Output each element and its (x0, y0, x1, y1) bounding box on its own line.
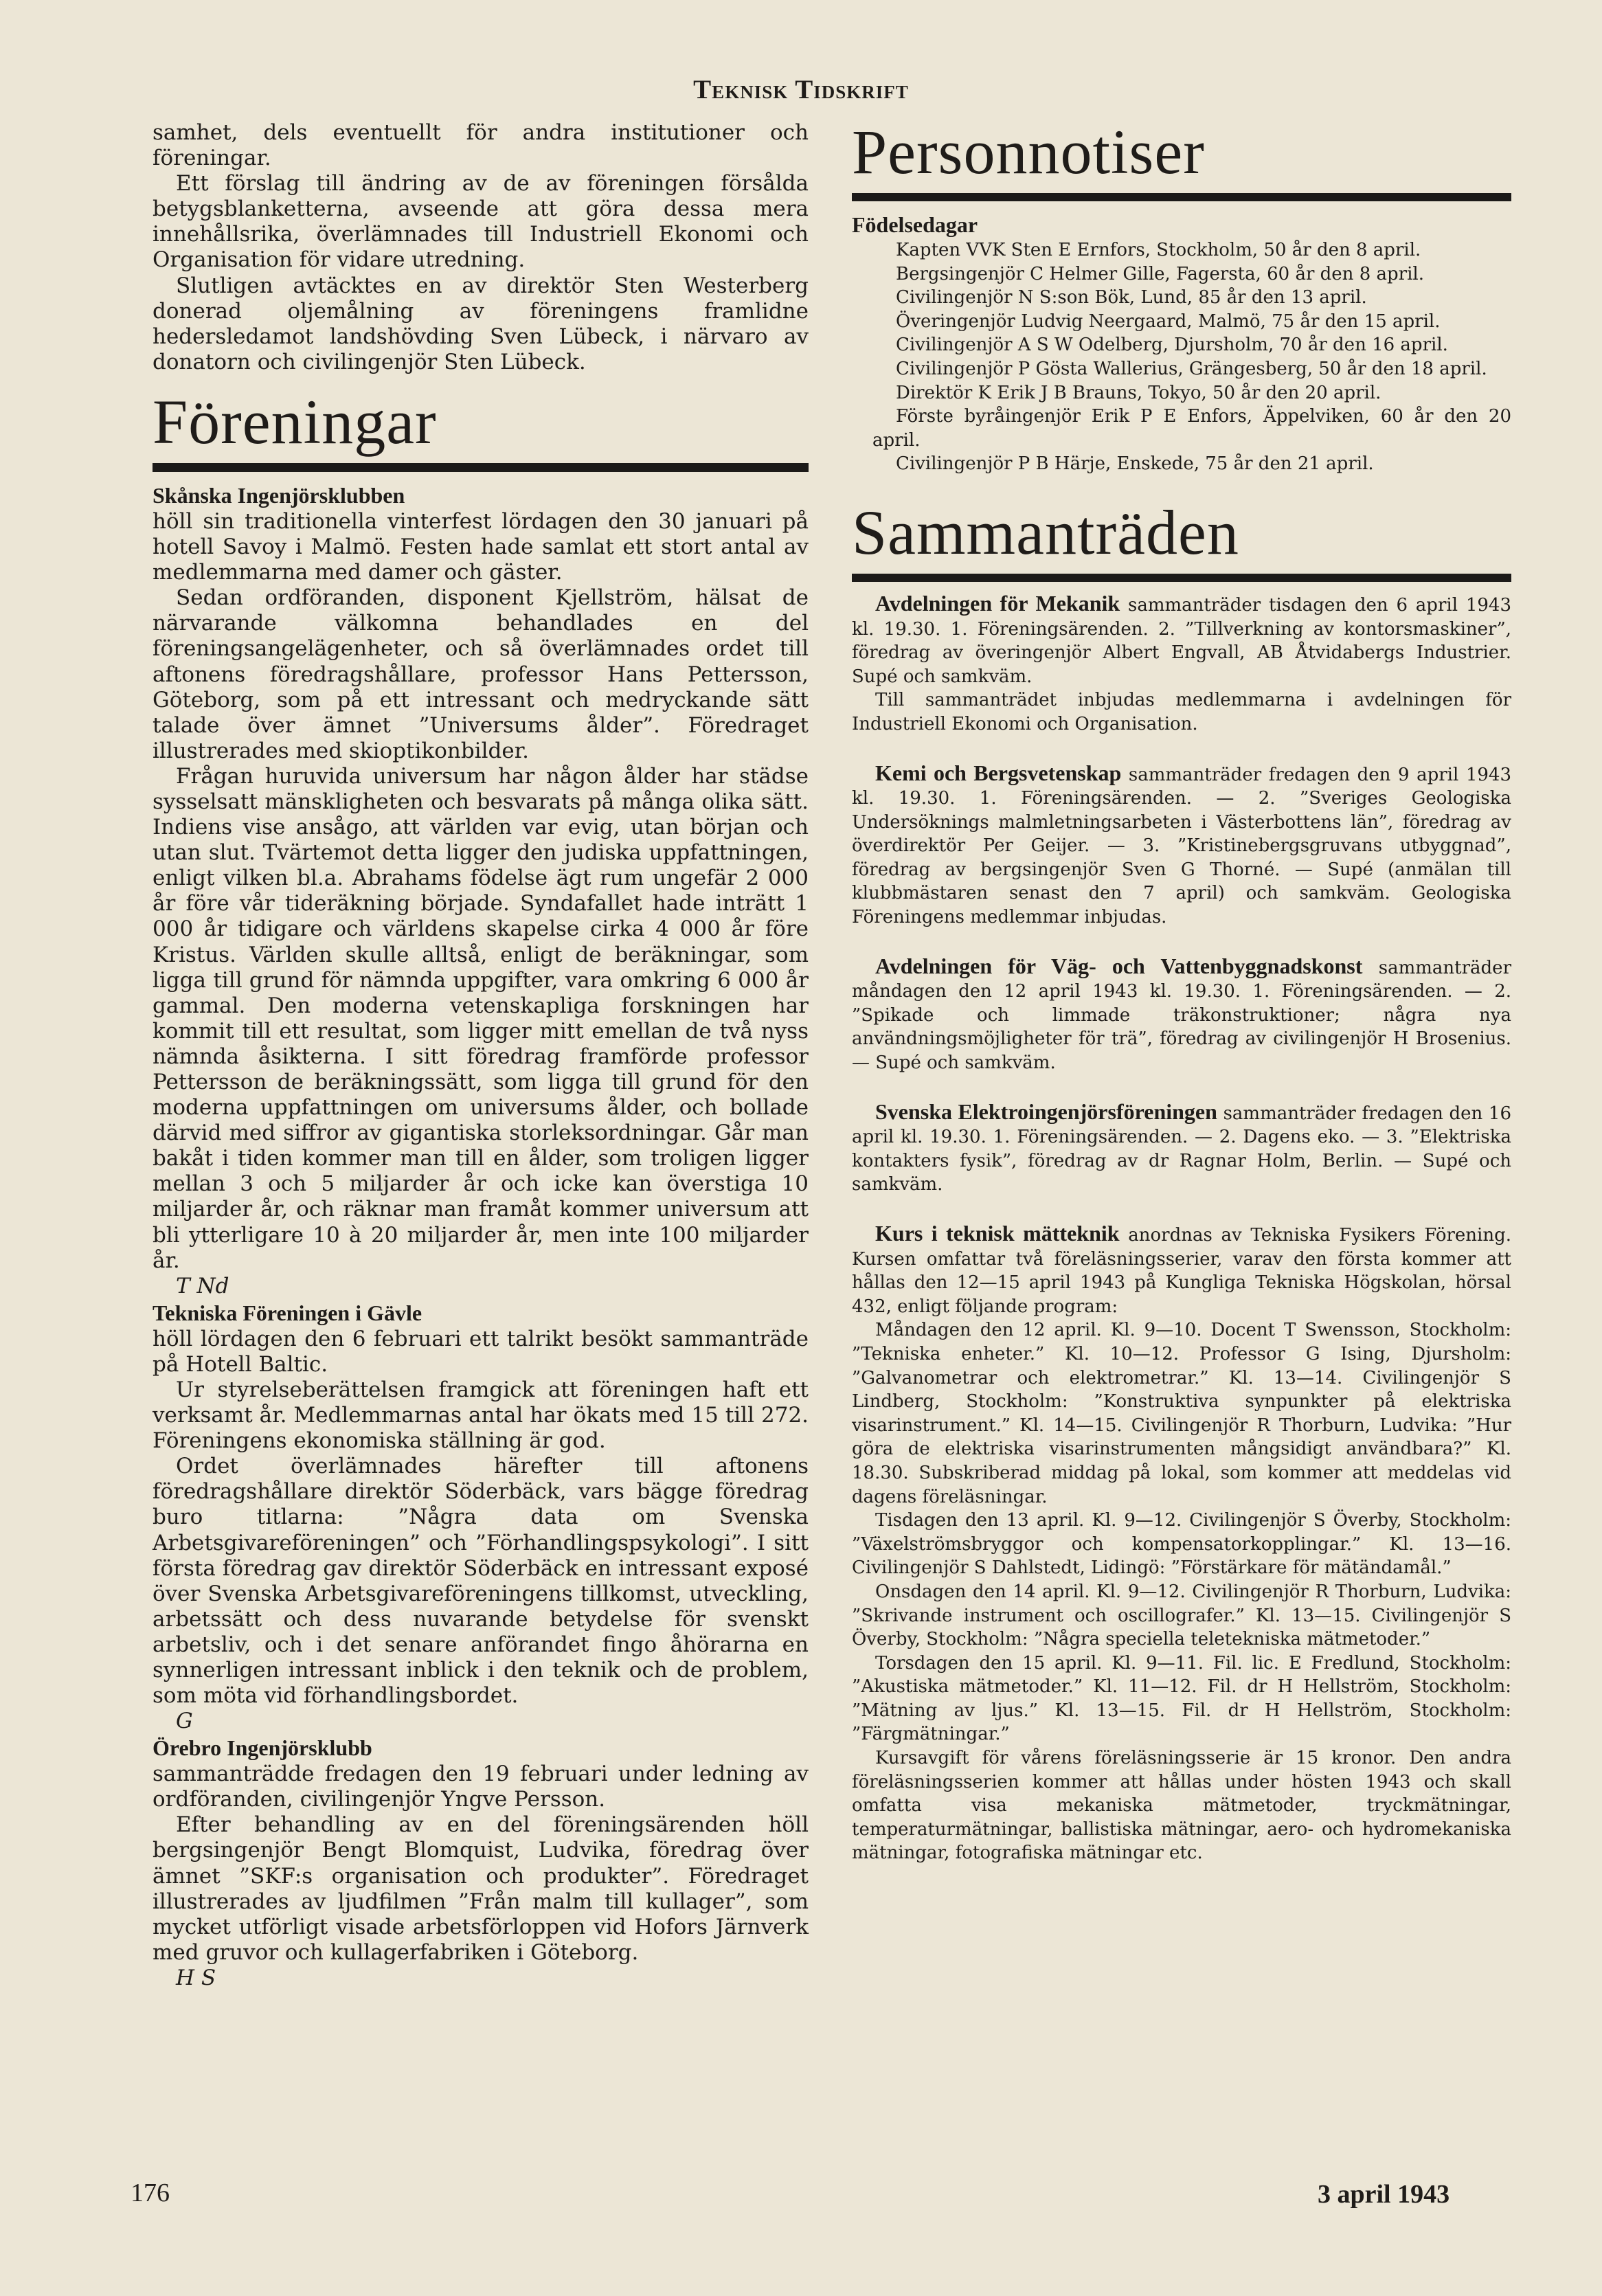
article-paragraph: Ur styrelseberättelsen framgick att föreningen haft ett verksamt år. Medlemmarnas antal har ökats med 15 till 272. Föreningens ekonomiska ställning är god. (153, 1377, 809, 1454)
article-paragraph: höll lördagen den 6 februari ett talrikt besökt sammanträde på Hotell Baltic. (153, 1326, 809, 1377)
birthday-entry: Civilingenjör P Gösta Wallerius, Grängesberg, 50 år den 18 april. (896, 358, 1487, 379)
birthday-entry: Civilingenjör N S:son Bök, Lund, 85 år den 13 april. (896, 287, 1367, 308)
section-rule (153, 463, 809, 472)
meeting-org: Kurs i teknisk mätteknik (875, 1221, 1120, 1246)
section-rule (852, 193, 1511, 201)
article-paragraph: Sedan ordföranden, disponent Kjellström, hälsat de närvarande välkomna behandlades en del föreningsangelägenheter, och så överlämnades ordet till aftonens föredragshållare, professor Hans Pettersson, Göteborg, som på ett intressant och medryckande sätt talade över ämnet ”Universums ålder”. Föredraget illustrerades med skioptikonbilder. (153, 585, 809, 763)
meeting-text: anordnas av Tekniska Fysikers Förening. Kursen omfattar två föreläsningsserier, varav den första kommer att hållas den 12—15 april 1943 på Kungliga Tekniska Högskolan, hörsal 432, enligt följande program: (852, 1225, 1512, 1317)
meeting-org: Svenska Elektroingenjörsföreningen (875, 1099, 1217, 1124)
course-day: Onsdagen den 14 april. Kl. 9—12. Civilingenjör R Thorburn, Ludvika: ”Skrivande instrument och oscillografer.” Kl. 13—15. Civilingenjör S Överby, Stockholm: ”Några speciella teletekniska mätmetoder.” (852, 1581, 1511, 1650)
issue-date: 3 april 1943 (1318, 2180, 1450, 2209)
birthdays-heading: Födelsedagar (852, 212, 978, 237)
meeting-org: Kemi och Bergsvetenskap (875, 760, 1122, 785)
birthday-entry: Kapten VVK Sten E Ernfors, Stockholm, 50 år den 8 april. (896, 240, 1421, 260)
meeting-org: Avdelningen för Väg- och Vattenbyggnadskonst (875, 953, 1363, 978)
page-number: 176 (131, 2179, 170, 2207)
birthday-entry: Civilingenjör P B Härje, Enskede, 75 år den 21 april. (896, 453, 1374, 475)
article-paragraph: Ordet överlämnades härefter till aftonens föredragshållare direktör Söderbäck, vars bägge föredrag buro titlarna: ”Några data om Svenska Arbetsgivareföreningen” och ”Förhandlingspsykologi”. I sitt första föredrag gav direktör Söderbäck en intressant exposé över Svenska Arbetsgivareföreningens tillkomst, utveckling, arbetssätt och dess nuvarande betydelse för svenskt arbetsliv, och i det senare anförandet fingo åhörarna en synnerligen intressant inblick i den teknik och de problem, som möta vid förhandlingsbordet. (153, 1454, 809, 1709)
article-paragraph: höll sin traditionella vinterfest lördagen den 30 januari på hotell Savoy i Malmö. Festen hade samlat ett stort antal av medlemmarna med damer och gäster. (153, 508, 809, 585)
article-paragraph: Efter behandling av en del föreningsärenden höll bergsingenjör Bengt Blomquist, Ludvika, föredrag över ämnet ”SKF:s organisation och produkter”. Föredraget illustrerades av ljudfilmen ”Från malm till kullager”, som mycket utförligt visade arbetsförloppen vid Hofors Järnverk med gruvor och kullagerfabriken i Göteborg. (153, 1812, 809, 1965)
club-heading-orebro: Örebro Ingenjörsklubb (153, 1735, 372, 1761)
author-signature: H S (176, 1965, 216, 1990)
intro-paragraph: samhet, dels eventuellt för andra institutioner och föreningar. (153, 120, 809, 171)
meeting-text: sammanträder fredagen den 16 april kl. 19.30. 1. Föreningsärenden. — 2. Dagens eko. — 3. ”Elektriska kontakters fysik”, föredrag av dr Ragnar Holm, Berlin. — Supé och samkväm. (852, 1103, 1511, 1195)
birthday-entry: Bergsingenjör C Helmer Gille, Fagersta, 60 år den 8 april. (896, 263, 1424, 284)
author-signature: G (176, 1709, 193, 1734)
course-fee: Kursavgift för vårens föreläsningsserie är 15 kronor. Den andra föreläsningsserien kommer att hållas under hösten 1943 och skall omfatta visa mekaniska mätmetoder, tryckmätningar, temperaturmätningar, ballistiska mätningar, aero- och hydromekaniska mätningar, fotografiska mätningar etc. (852, 1748, 1511, 1864)
course-day: Tisdagen den 13 april. Kl. 9—12. Civilingenjör S Överby, Stockholm: ”Växelströmsbryggor och kompensatorkopplingar.” Kl. 13—16. Civilingenjör S Dahlstedt, Lidingö: ”Förstärkare för mätändamål.” (852, 1510, 1511, 1579)
meeting-entry (852, 1222, 1511, 1318)
section-title-foreningar: Föreningar (153, 386, 437, 457)
course-day: Torsdagen den 15 april. Kl. 9—11. Fil. lic. E Fredlund, Stockholm: ”Akustiska mätmetoder.” Kl. 11—12. Fil. dr H Hellström, Stockholm: ”Mätning av ljus.” Kl. 13—15. Fil. dr H Hellström, Stockholm: ”Färgmätningar.” (852, 1652, 1511, 1745)
article-paragraph: sammanträdde fredagen den 19 februari under ledning av ordföranden, civilingenjör Yngve Persson. (153, 1762, 809, 1812)
section-title-personnotiser: Personnotiser (852, 117, 1205, 187)
section-rule (852, 574, 1511, 582)
article-paragraph: Frågan huruvida universum har någon ålder har städse sysselsatt mänskligheten och besvarats på många olika sätt. Indiens vise ansågo, att världen var evig, utan början och utan slut. Tvärtemot detta ligger den judiska uppfattningen, enligt vilken bl.a. Abrahams födelse ägt rum ungefär 2 000 år före vår tideräkning började. Syndafallet hade inträtt 1 000 år tidigare och världens skapelse cirka 4 000 år före Kristus. Världen skulle alltså, enligt de beräkningar, som ligga till grund för nämnda uppgifter, vara omkring 6 000 år gammal. Den moderna vetenskapliga forskningen har kommit till ett resultat, som ligger mitt emellan de två nyss nämnda åsikterna. I sitt föredrag framförde professor Pettersson de beräkningssätt, som ligga till grund för den moderna uppfattningen om universums ålder, och bollade därvid med siffror av gigantiska storleksordningar. Går man bakåt i tiden kommer man till en ålder, som troligen ligger mellan 3 och 5 miljarder år och icke kan överstiga 10 miljarder år, och räknar man framåt kommer universum att bli ytterligare 10 à 20 miljarder år, men inte 100 miljarder år. (153, 763, 809, 1273)
meeting-org: Avdelningen för Mekanik (875, 590, 1120, 616)
birthday-entry: Överingenjör Ludvig Neergaard, Malmö, 75 år den 15 april. (896, 311, 1441, 332)
intro-paragraph: Slutligen avtäcktes en av direktör Sten Westerberg donerad oljemålning av föreningens framlidne hedersledamot landshövding Sven Lübeck, i närvaro av donatorn och civilingenjör Sten Lübeck. (153, 273, 809, 374)
right-column (852, 117, 1512, 1865)
meeting-entry (852, 761, 1511, 930)
running-head: Teknisk Tidskrift (693, 75, 909, 104)
birthday-entry: Förste byråingenjör Erik P E Enfors, Äppelviken, 60 år den 20 april. (872, 406, 1511, 451)
course-day: Måndagen den 12 april. Kl. 9—10. Docent T Swensson, Stockholm: ”Tekniska enheter.” Kl. 10—12. Professor G Ising, Djursholm: ”Galvanometrar och elektrometrar.” Kl. 13—14. Civilingenjör S Lindberg, Stockholm: ”Konstruktiva synpunkter på elektriska visarinstrument.” Kl. 14—15. Civilingenjör R Thorburn, Ludvika: ”Hur göra de elektriska visarinstrumenten mångsidigt användbara?” Kl. 18.30. Subskriberad middag på lokal, som kommer att meddelas vid dagens föreläsningar. (852, 1320, 1511, 1507)
intro-paragraph: Ett förslag till ändring av de av föreningen försålda betygsblanketterna, avseende att göra dessa mera innehållsrika, överlämnades till Industriell Ekonomi och Organisation för vidare utredning. (153, 171, 809, 273)
author-signature: T Nd (176, 1273, 229, 1298)
meeting-entry (852, 954, 1511, 1075)
left-column (153, 120, 809, 1991)
club-heading-gavle: Tekniska Föreningen i Gävle (153, 1300, 422, 1325)
birthday-list (852, 238, 1511, 476)
meeting-entry (852, 592, 1511, 688)
birthday-entry: Direktör K Erik J B Brauns, Tokyo, 50 år den 20 april. (896, 382, 1381, 403)
section-title-sammantraden: Sammanträden (852, 497, 1239, 567)
meeting-text: sammanträder fredagen den 9 april 1943 kl. 19.30. 1. Föreningsärenden. — 2. ”Sveriges Geologiska Undersöknings malmletningsarbeten i Västerbottens län”, föredrag av överdirektör Per Geijer. — 3. ”Kristinebergsgruvans utbyggnad”, föredrag av bergsingenjör Sven G Thorné. — Supé (anmälan till klubbmästaren senast den 7 april) och samkväm. Geologiska Föreningens medlemmar inbjudas. (852, 764, 1511, 928)
birthday-entry: Civilingenjör A S W Odelberg, Djursholm, 70 år den 16 april. (896, 335, 1448, 356)
club-heading-skanska: Skånska Ingenjörsklubben (153, 482, 405, 508)
meeting-text: Till sammanträdet inbjudas medlemmarna i avdelningen för Industriell Ekonomi och Organisation. (852, 690, 1511, 734)
meeting-text: sammanträder måndagen den 12 april 1943 kl. 19.30. 1. Föreningsärenden. — 2. ”Spikade och limmade träkonstruktioner; några nya användningsmöjligheter för trä”, föredrag av civilingenjör H Brosenius. — Supé och samkväm. (852, 957, 1512, 1074)
meeting-entry (852, 1100, 1511, 1197)
meeting-text: sammanträder tisdagen den 6 april 1943 kl. 19.30. 1. Föreningsärenden. 2. ”Tillverkning av kontorsmaskiner”, föredrag av överingenjör Albert Engvall, AB Åtvidabergs Industrier. Supé och samkväm. (852, 594, 1511, 687)
